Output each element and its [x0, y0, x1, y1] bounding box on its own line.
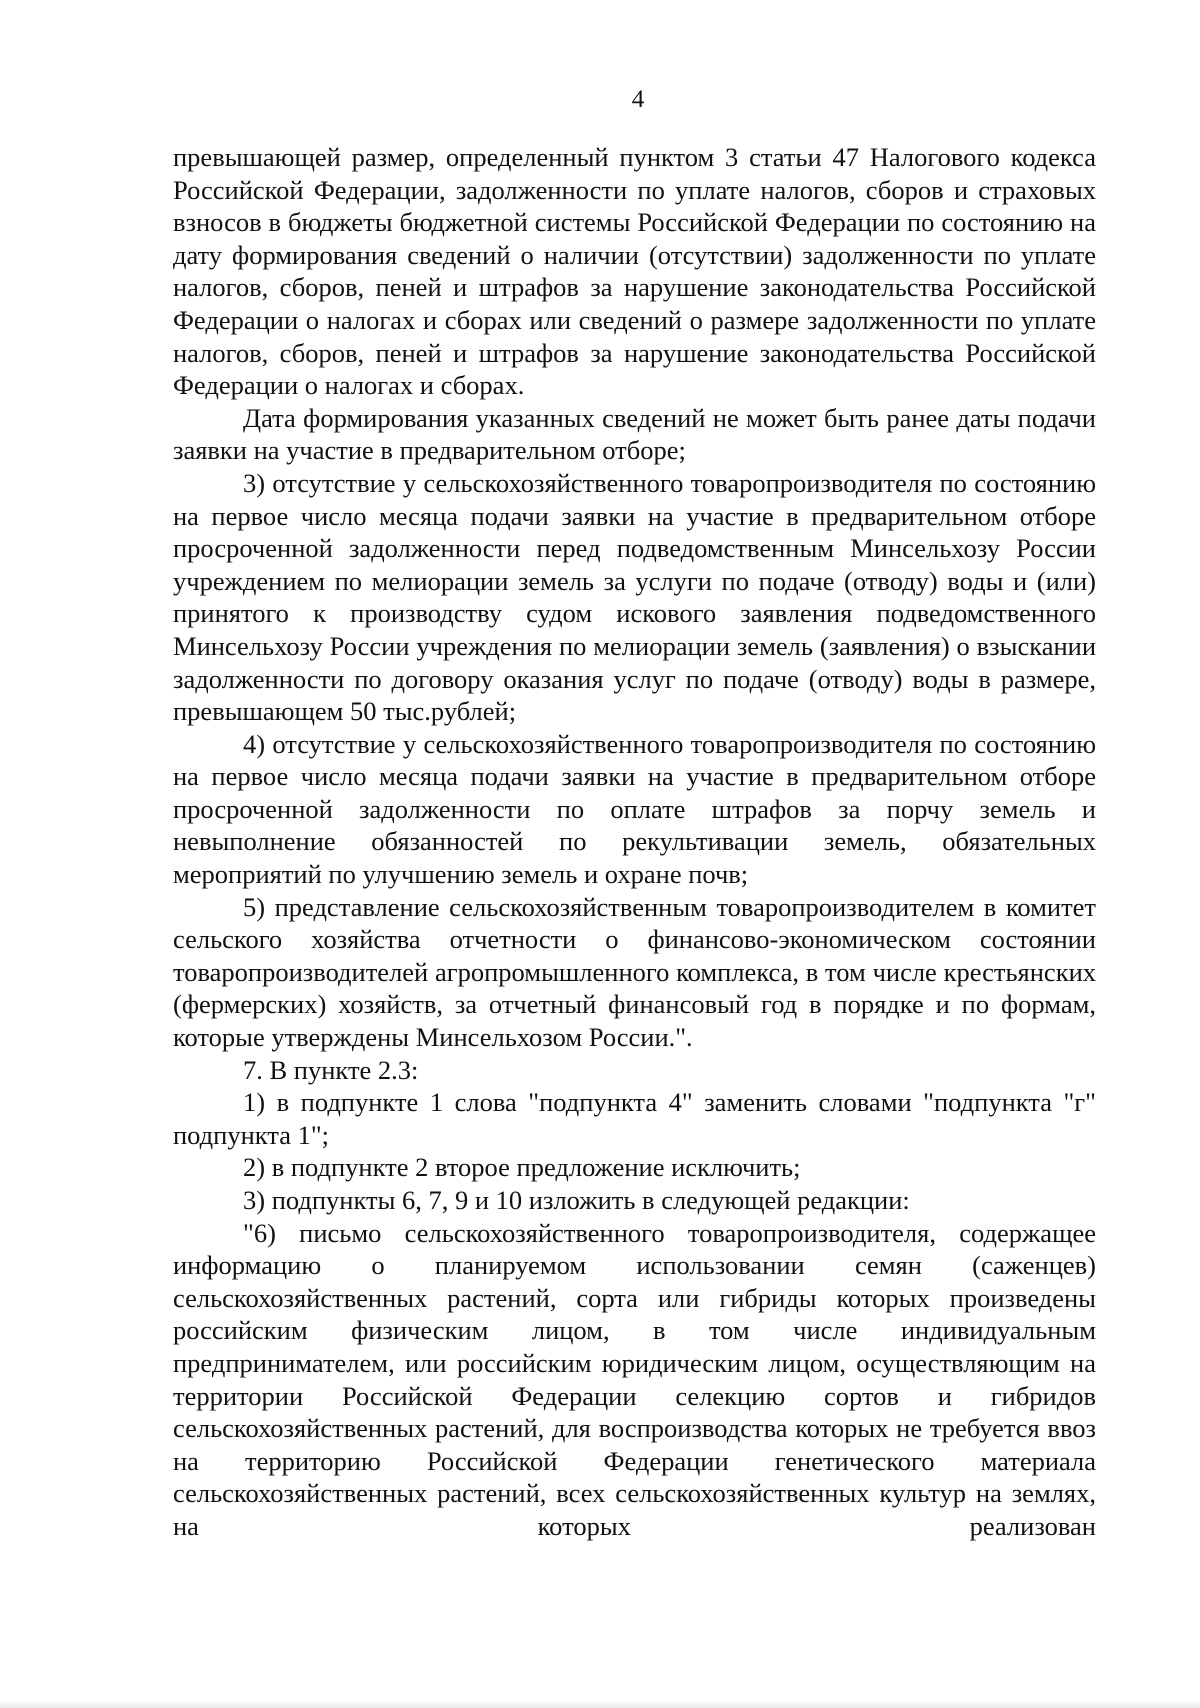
paragraph: 3) подпункты 6, 7, 9 и 10 изложить в следующей редакции:	[243, 1185, 910, 1215]
paragraph: превышающей размер, определенный пунктом 3 статьи 47 Налогового кодекса Российской Федерации, задолженности по уплате налогов, сборов и страховых взносов в бюджеты бюджетной системы Российской Федерации по состоянию на дату формирования сведений о наличии (отсутствии) задолженности по уплате налогов, сборов, пеней и штрафов за нарушение законодательства Российской Федерации о налогах и сборах или сведений о размере задолженности по уплате налогов, сборов, пеней и штрафов за нарушение законодательства Российской Федерации о налогах и сборах.	[173, 142, 1096, 401]
paragraph: Дата формирования указанных сведений не может быть ранее даты подачи заявки на участие в предварительном отборе;	[173, 402, 1096, 466]
paragraph: 2) в подпункте 2 второе предложение исключить;	[243, 1152, 801, 1183]
paragraph: 7. В пункте 2.3:	[243, 1054, 419, 1085]
paragraph: 1) в подпункте 1 слова "подпункта 4" заменить словами "подпункта "г" подпункта 1";	[173, 1087, 1096, 1150]
paragraph-last: "6) письмо сельскохозяйственного товаропроизводителя, содержащее информацию о планируемом использовании семян (саженцев) сельскохозяйственных растений, сорта или гибриды которых произведены российским физическим лицом, в том числе индивидуальным предпринимателем, или российским юридическим лицом, осуществляющим на территории Российской Федерации селекцию сортов и гибридов сельскохозяйственных растений, для воспроизводства которых не требуется ввоз на территорию Российской Федерации генетического материала сельскохозяйственных растений, всех сельскохозяйственных культур на землях, на которых реализован	[173, 1217, 1096, 1541]
scan-bottom-edge	[0, 1700, 1200, 1708]
document-body	[173, 141, 1096, 1543]
page-number: 4	[631, 86, 645, 113]
paragraph: 3) отсутствие у сельскохозяйственного товаропроизводителя по состоянию на первое число месяца подачи заявки на участие в предварительном отборе просроченной задолженности перед подведомственным Минсельхозу России учреждением по мелиорации земель за услуги по подаче (отводу) воды и (или) принятого к производству судом искового заявления подведомственного Минсельхозу России учреждения по мелиорации земель (заявления) о взыскании задолженности по договору оказания услуг по подаче (отводу) воды в размере, превышающем 50 тыс.рублей;	[173, 467, 1096, 727]
paragraph: 5) представление сельскохозяйственным товаропроизводителем в комитет сельского хозяйства отчетности о финансово-экономическом состоянии товаропроизводителей агропромышленного комплекса, в том числе крестьянских (фермерских) хозяйств, за отчетный финансовый год в порядке и по формам, которые утверждены Минсельхозом России.".	[173, 891, 1096, 1053]
paragraph: 4) отсутствие у сельскохозяйственного товаропроизводителя по состоянию на первое число месяца подачи заявки на участие в предварительном отборе просроченной задолженности по оплате штрафов за порчу земель и невыполнение обязанностей по рекультивации земель, обязательных мероприятий по улучшению земель и охране почв;	[173, 728, 1096, 890]
